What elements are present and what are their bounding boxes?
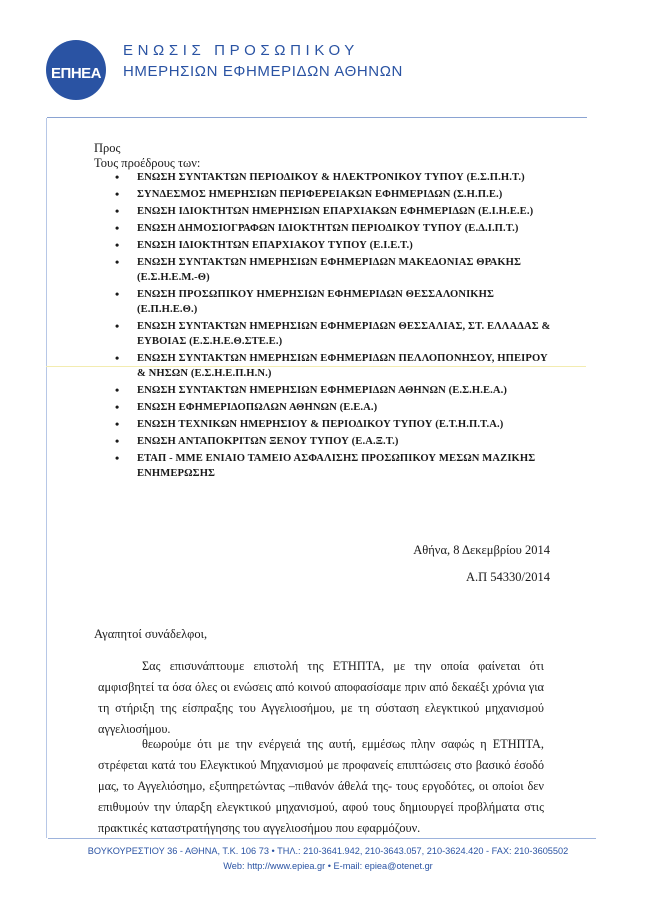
union-logo (44, 38, 108, 102)
org-name-line1: ΕΝΩΣΙΣ ΠΡΟΣΩΠΙΚΟΥ (123, 42, 359, 59)
recipient-item: • ΕΝΩΣΗ ΤΕΧΝΙΚΩΝ ΗΜΕΡΗΣΙΟΥ & ΠΕΡΙΟΔΙΚΟΥ ΤΥΠΟΥ (Ε.Τ.Η.Π.Τ.Α.) (112, 417, 552, 432)
salutation: Αγαπητοί συνάδελφοι, (94, 627, 208, 641)
address-to: Προς (94, 141, 121, 155)
margin-line (46, 118, 47, 838)
recipient-list (112, 170, 552, 483)
org-name-line2: ΗΜΕΡΗΣΙΩΝ ΕΦΗΜΕΡΙΔΩΝ ΑΘΗΝΩΝ (123, 63, 403, 80)
recipient-item: • ΕΤΑΠ - ΜΜΕ ΕΝΙΑΙΟ ΤΑΜΕΙΟ ΑΣΦΑΛΙΣΗΣ ΠΡΟΣΩΠΙΚΟΥ ΜΕΣΩΝ ΜΑΖΙΚΗΣ ΕΝΗΜΕΡΩΣΗΣ (112, 451, 552, 481)
body-paragraph-2: θεωρούμε ότι με την ενέργειά της αυτή, εμμέσως πλην σαφώς η ΕΤΗΠΤΑ, στρέφεται κατά του Ελεγκτικού Μηχανισμού με προφανείς επιπτώσεις στο βασικό έσοδό μας, το Αγγελιόσημο, εξυπηρετώντας –πιθανόν άθελά της- τους εργοδότες, οι οποίοι δεν επιθυμούν την ύπαρξη ελεγκτικού μηχανισμού, αφού τους δημιουργεί προβλήματα στις πρακτικές καταστρατήγησης του αγγελιοσήμου που εφαρμόζουν. (98, 737, 544, 835)
footer-address: ΒΟΥΚΟΥΡΕΣΤΙΟΥ 36 - ΑΘΗΝΑ, Τ.Κ. 106 73 • ΤΗΛ.: 210-3641.942, 210-3643.057, 210-3624.420 - FAX: 210-3605502 (87, 846, 569, 856)
recipient-item: • ΕΝΩΣΗ ΙΔΙΟΚΤΗΤΩΝ ΕΠΑΡΧΙΑΚΟΥ ΤΥΠΟΥ (Ε.Ι.Ε.Τ.) (112, 238, 552, 253)
recipient-item: • ΕΝΩΣΗ ΔΗΜΟΣΙΟΓΡΑΦΩΝ ΙΔΙΟΚΤΗΤΩΝ ΠΕΡΙΟΔΙΚΟΥ ΤΥΠΟΥ (Ε.Δ.Ι.Π.Τ.) (112, 221, 552, 236)
recipient-item: • ΕΝΩΣΗ ΣΥΝΤΑΚΤΩΝ ΗΜΕΡΗΣΙΩΝ ΕΦΗΜΕΡΙΔΩΝ ΜΑΚΕΔΟΝΙΑΣ ΘΡΑΚΗΣ (Ε.Σ.Η.Ε.Μ.-Θ) (112, 255, 552, 285)
logo-lettering: ΕΠΗΕΑ (50, 65, 102, 82)
recipient-item: • ΕΝΩΣΗ ΣΥΝΤΑΚΤΩΝ ΗΜΕΡΗΣΙΩΝ ΕΦΗΜΕΡΙΔΩΝ ΑΘΗΝΩΝ (Ε.Σ.Η.Ε.Α.) (112, 383, 552, 398)
address-intro: Τους προέδρους των: (94, 156, 201, 170)
letter-date: Αθήνα, 8 Δεκεμβρίου 2014 (413, 543, 550, 557)
recipient-item: • ΕΝΩΣΗ ΙΔΙΟΚΤΗΤΩΝ ΗΜΕΡΗΣΙΩΝ ΕΠΑΡΧΙΑΚΩΝ ΕΦΗΜΕΡΙΔΩΝ (Ε.Ι.Η.Ε.Ε.) (112, 204, 552, 219)
body-paragraph-1: Σας επισυνάπτουμε επιστολή της ΕΤΗΠΤΑ, με την οποία φαίνεται ότι αμφισβητεί τα όσα όλες οι ενώσεις από κοινού αποφασίσαμε πριν από δεκαέξι χρόνια για τη στήριξη της είσπραξης του Αγγελιοσήμου, με τη σύσταση ελεγκτικού μηχανισμού αγγελιοσήμου. (98, 659, 544, 736)
recipient-item: • ΕΝΩΣΗ ΑΝΤΑΠΟΚΡΙΤΩΝ ΞΕΝΟΥ ΤΥΠΟΥ (Ε.Α.Ξ.Τ.) (112, 434, 552, 449)
protocol-number: Α.Π 54330/2014 (465, 570, 550, 584)
recipient-item: • ΣΥΝΔΕΣΜΟΣ ΗΜΕΡΗΣΙΩΝ ΠΕΡΙΦΕΡΕΙΑΚΩΝ ΕΦΗΜΕΡΙΔΩΝ (Σ.Η.Π.Ε.) (112, 187, 552, 202)
recipient-item: • ΕΝΩΣΗ ΠΡΟΣΩΠΙΚΟΥ ΗΜΕΡΗΣΙΩΝ ΕΦΗΜΕΡΙΔΩΝ ΘΕΣΣΑΛΟΝΙΚΗΣ (Ε.Π.Η.Ε.Θ.) (112, 287, 552, 317)
recipient-item: • ΕΝΩΣΗ ΣΥΝΤΑΚΤΩΝ ΗΜΕΡΗΣΙΩΝ ΕΦΗΜΕΡΙΔΩΝ ΠΕΛΛΟΠΟΝΗΣΟΥ, ΗΠΕΙΡΟΥ & ΝΗΣΩΝ (Ε.Σ.Η.Ε.Π.Η.Ν.) (112, 351, 552, 381)
recipient-item: • ΕΝΩΣΗ ΕΦΗΜΕΡΙΔΟΠΩΛΩΝ ΑΘΗΝΩΝ (Ε.Ε.Α.) (112, 400, 552, 415)
header-divider (47, 117, 587, 118)
recipient-item: • ΕΝΩΣΗ ΣΥΝΤΑΚΤΩΝ ΗΜΕΡΗΣΙΩΝ ΕΦΗΜΕΡΙΔΩΝ ΘΕΣΣΑΛΙΑΣ, ΣΤ. ΕΛΛΑΔΑΣ & ΕΥΒΟΙΑΣ (Ε.Σ.Η.Ε.Θ.ΣΤΕ.Ε.) (112, 319, 552, 349)
recipient-item: • ΕΝΩΣΗ ΣΥΝΤΑΚΤΩΝ ΠΕΡΙΟΔΙΚΟΥ & ΗΛΕΚΤΡΟΝΙΚΟΥ ΤΥΠΟΥ (Ε.Σ.Π.Η.Τ.) (112, 170, 552, 185)
footer-divider (48, 838, 596, 839)
footer-contact: Web: http://www.epiea.gr • E-mail: epiea@otenet.gr (223, 861, 433, 871)
